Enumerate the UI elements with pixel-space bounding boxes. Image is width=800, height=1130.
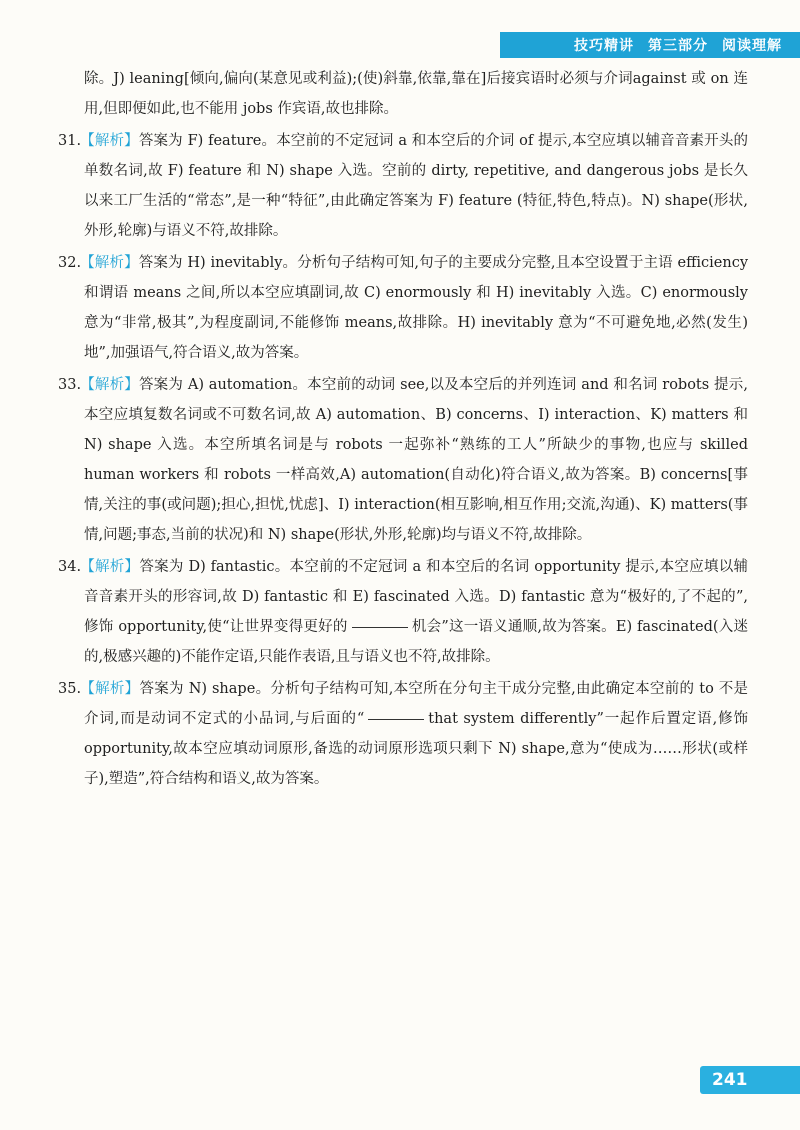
explanation-33	[58, 370, 748, 550]
page-number-badge	[700, 1066, 800, 1094]
question-number: 32.	[58, 255, 82, 271]
analysis-tag: 【解析】	[80, 255, 139, 271]
header-section-technique: 技巧精讲	[574, 38, 634, 54]
paragraph-text: 答案为 F) feature。本空前的不定冠词 a 和本空后的介词 of 提示,本空应填以辅音音素开头的单数名词,故 F) feature 和 N) shape 入选。空前的 dirty, repetitive, and dangerous jobs 是长久以来工厂生活的“常态”,是一种“特征”,由此确定答案为 F) feature (特征,特色,特点)。N) shape(形状,外形,轮廓)与语义不符,故排除。	[84, 133, 749, 239]
paragraph-text: 答案为 H) inevitably。分析句子结构可知,句子的主要成分完整,且本空设置于主语 efficiency 和谓语 means 之间,所以本空应填副词,故 C) enormously 和 H) inevitably 入选。C) enormously 意为“非常,极其”,为程度副词,不能修饰 means,故排除。H) inevitably 意为“不可避免地,必然(发生)地”,加强语气,符合语义,故为答案。	[84, 255, 749, 361]
page-number: 241	[712, 1070, 748, 1090]
fill-blank-line	[352, 626, 408, 628]
paragraph-text-a: 答案为 D) fantastic。本空前的不定冠词 a 和本空后的名词 opportunity 提示,本空应填以辅音音素开头的形容词,故 D) fantastic 和 E) fascinated 入选。D) fantastic 意为“极好的,了不起的”,修饰 opportunity,使“让世界变得更好的	[84, 559, 748, 635]
paragraph-text-a: 答案为 N) shape。分析句子结构可知,本空所在分句主干成分完整,由此确定本空前的 to 不是介词,而是动词不定式的小品词,与后面的“	[84, 681, 749, 727]
explanation-35	[58, 674, 748, 794]
analysis-tag: 【解析】	[80, 133, 139, 149]
explanation-31	[58, 126, 748, 246]
analysis-tag: 【解析】	[80, 377, 139, 393]
explanation-32	[58, 248, 748, 368]
explanation-34	[58, 552, 748, 672]
paragraph-text: 除。J) leaning[倾向,偏向(某意见或利益);(使)斜靠,依靠,靠在]后接宾语时必须与介词against 或 on 连用,但即便如此,也不能用 jobs 作宾语,故也排除。	[84, 71, 748, 117]
question-number: 33.	[58, 377, 82, 393]
section-header-band	[500, 32, 800, 58]
answer-explanations	[58, 64, 748, 796]
paragraph-text: 答案为 A) automation。本空前的动词 see,以及本空后的并列连词 and 和名词 robots 提示,本空应填复数名词或不可数名词,故 A) automation、B) concerns、I) interaction、K) matters 和 N) shape 入选。本空所填名词是与 robots 一起弥补“熟练的工人”所缺少的事物,也应与 skilled human workers 和 robots 一样高效,A) automation(自动化)符合语义,故为答案。B) concerns[事情,关注的事(或问题);担心,担忧,忧虑]、I) interaction(相互影响,相互作用;交流,沟通)、K) matters(事情,问题;事态,当前的状况)和 N) shape(形状,外形,轮廓)均与语义不符,故排除。	[84, 377, 749, 543]
paragraph-text-b: that system differently”一起作后置定语,修饰 opportunity,故本空应填动词原形,备选的动词原形选项只剩下 N) shape,意为“使成为……形状(或样子),塑造”,符合结构和语义,故为答案。	[84, 711, 748, 787]
analysis-tag: 【解析】	[80, 681, 140, 697]
fill-blank-line	[368, 718, 424, 720]
analysis-tag: 【解析】	[80, 559, 140, 575]
header-section-reading: 阅读理解	[722, 38, 782, 54]
continuation-paragraph	[58, 64, 748, 124]
header-section-part: 第三部分	[648, 38, 708, 54]
paragraph-text-b: 机会”这一语义通顺,故为答案。E) fascinated(入迷的,极感兴趣的)不能作定语,只能作表语,且与语义也不符,故排除。	[84, 619, 748, 665]
question-number: 35.	[58, 681, 82, 697]
question-number: 34.	[58, 559, 82, 575]
question-number: 31.	[58, 133, 82, 149]
